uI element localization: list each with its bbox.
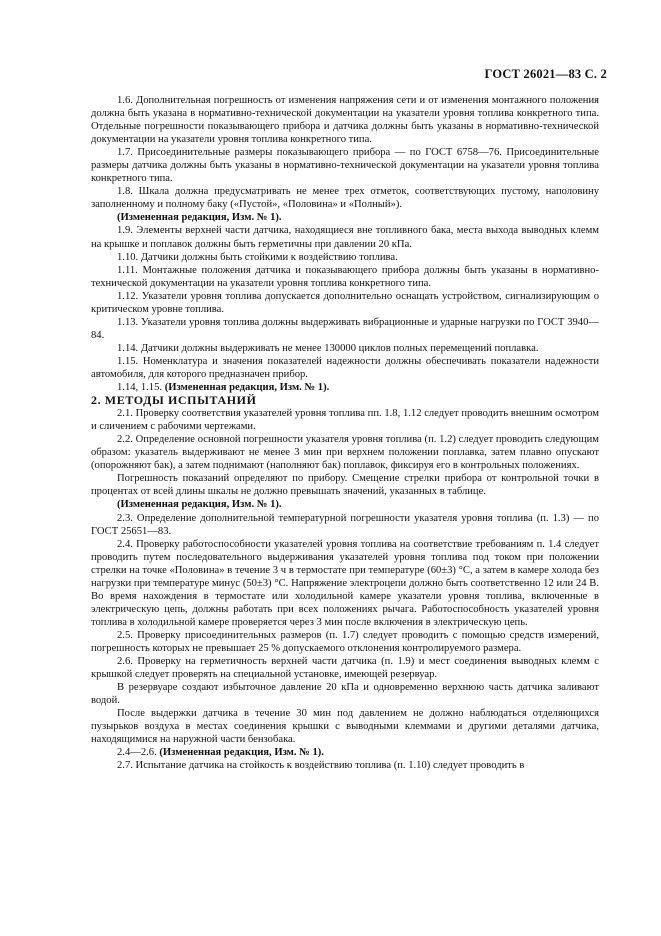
paragraph: 2.6. Проверку на герметичность верхней части датчика (п. 1.9) и мест соединения выводных клемм с крышкой следует проверять на специальной установке, имеющей резервуар. xyxy=(91,656,599,681)
page-header: ГОСТ 26021—83 С. 2 xyxy=(484,67,607,81)
paragraph: В резервуаре создают избыточное давление 20 кПа и одновременно верхнюю часть датчика заливают водой. xyxy=(91,682,599,707)
paragraph: 1.11. Монтажные положения датчика и показывающего прибора должны быть указаны в нормативно-технической документации на указатели уровня топлива конкретного типа. xyxy=(91,264,599,289)
paragraph: 1.14. Датчики должны выдерживать не менее 130000 циклов полных перемещений поплавка. xyxy=(117,342,539,354)
paragraph: 2.3. Определение дополнительной температурной погрешности указателя уровня топлива (п. 1.3) — по ГОСТ 25651—83. xyxy=(91,512,599,537)
amendment-clauses: 2.4—2.6. xyxy=(117,747,157,759)
amendment-note: (Измененная редакция, Изм. № 1). xyxy=(117,212,282,224)
paragraph: 2.5. Проверку присоединительных размеров (п. 1.7) следует проводить с помощью средств измерений, погрешность которых не превышает 25 % допускаемого отклонения контролируемого размера. xyxy=(91,629,599,654)
paragraph: 1.13. Указатели уровня топлива должны выдерживать вибрационные и ударные нагрузки по ГОСТ 3940—84. xyxy=(91,316,599,341)
paragraph: Погрешность показаний определяют по прибору. Смещение стрелки прибора от контрольной точки в процентах от всей длины шкалы не должно превышать значений, указанных в таблице. xyxy=(91,473,599,498)
paragraph: 1.8. Шкала должна предусматривать не менее трех отметок, соответствующих пустому, наполовину заполненному и полному баку («Пустой», «Половина» и «Полный»). xyxy=(91,186,599,211)
paragraph: 1.6. Дополнительная погрешность от изменения напряжения сети и от изменения монтажного положения должна быть указана в нормативно-технической документации на указатели уровня топлива конкретного типа. Отдельные погрешности показывающего прибора и датчика должны быть указаны в нормативно-технической документации на указатели уровня топлива конкретного типа. xyxy=(91,95,599,146)
paragraph: 1.9. Элементы верхней части датчика, находящиеся вне топливного бака, места выхода выводных клемм на крышке и поплавок должны быть герметичны при давлении 20 кПа. xyxy=(91,225,599,250)
paragraph: 1.15. Номенклатура и значения показателей надежности должны обеспечивать показатели надежности автомобиля, для которого предназначен прибор. xyxy=(91,355,599,380)
paragraph: 2.1. Проверку соответствия указателей уровня топлива пп. 1.8, 1.12 следует проводить внешним осмотром и сличением с рабочими чертежами. xyxy=(91,408,599,433)
paragraph: 1.10. Датчики должны быть стойкими к воздействию топлива. xyxy=(117,251,398,263)
paragraph: 2.2. Определение основной погрешности указателя уровня топлива (п. 1.2) следует проводить следующим образом: указатель выдерживают не менее 3 мин при верхнем положении поплавка, затем плавно опускают (опорожняют бак), а затем поднимают (наполняют бак) поплавок, фиксируя его в контрольных положениях. xyxy=(91,434,599,472)
paragraph: 2.4. Проверку работоспособности указателей уровня топлива на соответствие требованиям п. 1.4 следует проводить путем последовательного выдерживания указателей уровня топлива под током при положении стрелки на точке «Половина» в течение 3 ч в термостате при температуре (60±3) °С, а затем в камере холода без нагрузки при температуре минус (50±3) °С. Напряжение электроцепи должно быть соответственно 12 или 24 В. Во время нахождения в термостате или холодильной камере указатели уровня топлива, включенные в электрическую цепь, должны работать при всех положениях рычага. Работоспособность указателей уровня топлива в холодильной камере проверяется через 3 мин после включения в электрическую цепь. xyxy=(91,538,599,628)
paragraph: После выдержки датчика в течение 30 мин под давлением не должно наблюдаться отделяющихся пузырьков воздуха в местах соединения крышки с выводными клеммами и другими деталями датчика, находящимися на наружной части бензобака. xyxy=(91,708,599,746)
paragraph: 2.7. Испытание датчика на стойкость к воздействию топлива (п. 1.10) следует проводить в xyxy=(117,760,525,772)
amendment-clauses: 1.14, 1.15. xyxy=(117,382,163,394)
amendment-note: (Измененная редакция, Изм. № 1). xyxy=(164,382,330,394)
paragraph: 1.7. Присоединительные размеры показывающего прибора — по ГОСТ 6758—76. Присоединительные размеры датчика должны быть указаны в нормативно-технической документации на указатели уровня топлива конкретного типа. xyxy=(91,147,599,185)
amendment-note: (Измененная редакция, Изм. № 1). xyxy=(159,747,324,759)
amendment-note: (Измененная редакция, Изм. № 1). xyxy=(117,499,282,511)
paragraph: 1.12. Указатели уровня топлива допускается дополнительно оснащать устройством, сигнализирующим о критическом уровне топлива. xyxy=(91,290,599,315)
document-body xyxy=(91,94,599,772)
amendment-line xyxy=(91,746,599,759)
section-title: 2. МЕТОДЫ ИСПЫТАНИЙ xyxy=(91,393,257,408)
